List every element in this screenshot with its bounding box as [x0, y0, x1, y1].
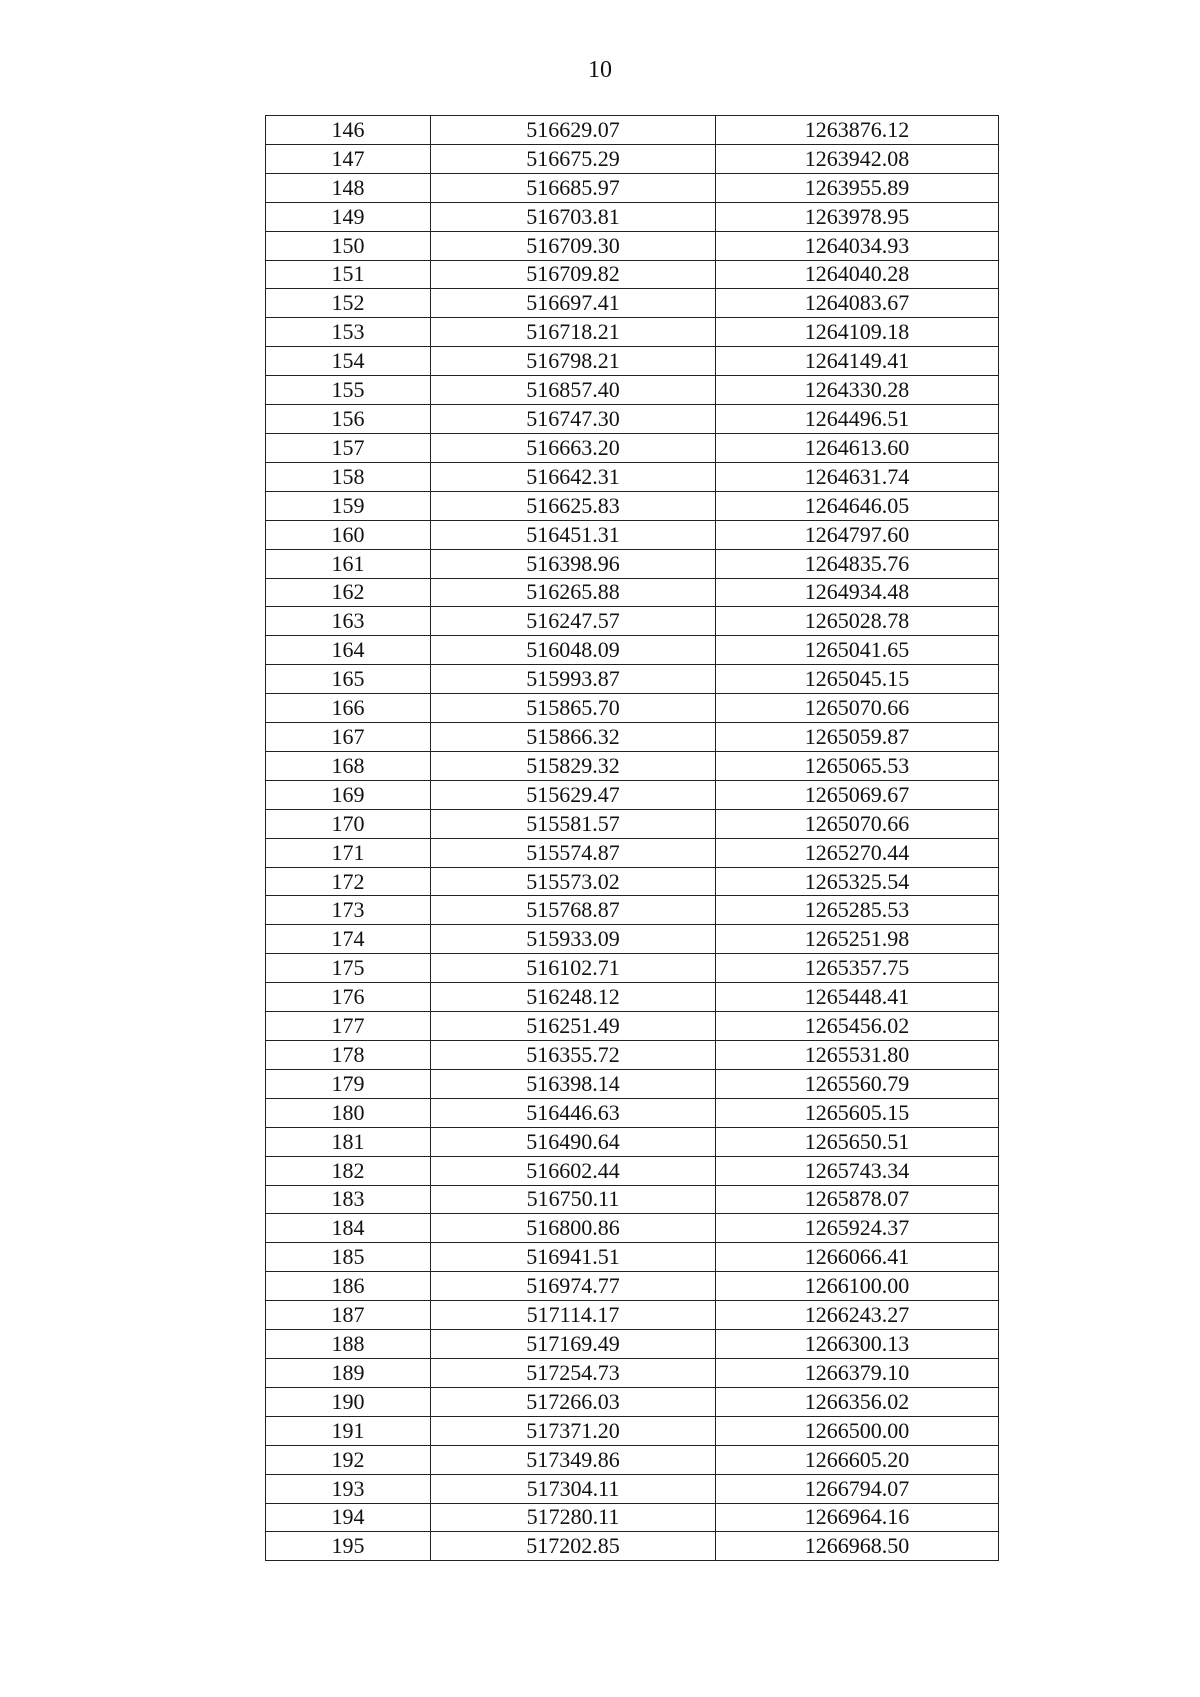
y-coordinate-cell: 1263876.12 — [716, 116, 999, 145]
point-number-cell: 175 — [266, 954, 431, 983]
point-number-cell: 167 — [266, 723, 431, 752]
y-coordinate-cell: 1265270.44 — [716, 838, 999, 867]
x-coordinate-cell: 516602.44 — [431, 1156, 716, 1185]
x-coordinate-cell: 516398.14 — [431, 1069, 716, 1098]
x-coordinate-cell: 516750.11 — [431, 1185, 716, 1214]
table-row — [266, 925, 999, 954]
table-row — [266, 1012, 999, 1041]
x-coordinate-cell: 516941.51 — [431, 1243, 716, 1272]
y-coordinate-cell: 1265878.07 — [716, 1185, 999, 1214]
x-coordinate-cell: 517202.85 — [431, 1532, 716, 1561]
y-coordinate-cell: 1266964.16 — [716, 1503, 999, 1532]
y-coordinate-cell: 1265531.80 — [716, 1041, 999, 1070]
y-coordinate-cell: 1266605.20 — [716, 1445, 999, 1474]
y-coordinate-cell: 1266500.00 — [716, 1416, 999, 1445]
table-row — [266, 347, 999, 376]
x-coordinate-cell: 516625.83 — [431, 491, 716, 520]
x-coordinate-cell: 516747.30 — [431, 405, 716, 434]
x-coordinate-cell: 517304.11 — [431, 1474, 716, 1503]
point-number-cell: 191 — [266, 1416, 431, 1445]
point-number-cell: 184 — [266, 1214, 431, 1243]
point-number-cell: 155 — [266, 376, 431, 405]
table-row — [266, 231, 999, 260]
point-number-cell: 180 — [266, 1098, 431, 1127]
point-number-cell: 174 — [266, 925, 431, 954]
y-coordinate-cell: 1266300.13 — [716, 1330, 999, 1359]
table-row — [266, 202, 999, 231]
table-row — [266, 1243, 999, 1272]
point-number-cell: 152 — [266, 289, 431, 318]
y-coordinate-cell: 1264330.28 — [716, 376, 999, 405]
table-row — [266, 896, 999, 925]
x-coordinate-cell: 517280.11 — [431, 1503, 716, 1532]
x-coordinate-cell: 517169.49 — [431, 1330, 716, 1359]
x-coordinate-cell: 516490.64 — [431, 1127, 716, 1156]
point-number-cell: 178 — [266, 1041, 431, 1070]
table-row — [266, 1330, 999, 1359]
table-row — [266, 809, 999, 838]
x-coordinate-cell: 516685.97 — [431, 173, 716, 202]
point-number-cell: 193 — [266, 1474, 431, 1503]
point-number-cell: 195 — [266, 1532, 431, 1561]
point-number-cell: 169 — [266, 780, 431, 809]
x-coordinate-cell: 516798.21 — [431, 347, 716, 376]
point-number-cell: 165 — [266, 665, 431, 694]
x-coordinate-cell: 516102.71 — [431, 954, 716, 983]
x-coordinate-cell: 516703.81 — [431, 202, 716, 231]
y-coordinate-cell: 1265070.66 — [716, 694, 999, 723]
y-coordinate-cell: 1265045.15 — [716, 665, 999, 694]
point-number-cell: 185 — [266, 1243, 431, 1272]
x-coordinate-cell: 515933.09 — [431, 925, 716, 954]
page-number: 10 — [588, 57, 612, 83]
x-coordinate-cell: 517266.03 — [431, 1387, 716, 1416]
y-coordinate-cell: 1266794.07 — [716, 1474, 999, 1503]
point-number-cell: 177 — [266, 1012, 431, 1041]
x-coordinate-cell: 515866.32 — [431, 723, 716, 752]
y-coordinate-cell: 1265251.98 — [716, 925, 999, 954]
point-number-cell: 154 — [266, 347, 431, 376]
y-coordinate-cell: 1263978.95 — [716, 202, 999, 231]
point-number-cell: 186 — [266, 1272, 431, 1301]
x-coordinate-cell: 515768.87 — [431, 896, 716, 925]
table-row — [266, 491, 999, 520]
y-coordinate-cell: 1265325.54 — [716, 867, 999, 896]
y-coordinate-cell: 1264040.28 — [716, 260, 999, 289]
point-number-cell: 156 — [266, 405, 431, 434]
table-row — [266, 983, 999, 1012]
y-coordinate-cell: 1263942.08 — [716, 144, 999, 173]
point-number-cell: 168 — [266, 751, 431, 780]
y-coordinate-cell: 1263955.89 — [716, 173, 999, 202]
point-number-cell: 159 — [266, 491, 431, 520]
table-row — [266, 636, 999, 665]
table-row — [266, 751, 999, 780]
table-row — [266, 1416, 999, 1445]
y-coordinate-cell: 1265456.02 — [716, 1012, 999, 1041]
x-coordinate-cell: 516248.12 — [431, 983, 716, 1012]
x-coordinate-cell: 516451.31 — [431, 520, 716, 549]
x-coordinate-cell: 517254.73 — [431, 1358, 716, 1387]
y-coordinate-cell: 1266100.00 — [716, 1272, 999, 1301]
y-coordinate-cell: 1265028.78 — [716, 607, 999, 636]
y-coordinate-cell: 1266356.02 — [716, 1387, 999, 1416]
table-row — [266, 1214, 999, 1243]
y-coordinate-cell: 1265059.87 — [716, 723, 999, 752]
y-coordinate-cell: 1264034.93 — [716, 231, 999, 260]
table-row — [266, 1301, 999, 1330]
x-coordinate-cell: 516800.86 — [431, 1214, 716, 1243]
x-coordinate-cell: 516398.96 — [431, 549, 716, 578]
point-number-cell: 179 — [266, 1069, 431, 1098]
x-coordinate-cell: 516857.40 — [431, 376, 716, 405]
y-coordinate-cell: 1264149.41 — [716, 347, 999, 376]
table-row — [266, 1069, 999, 1098]
y-coordinate-cell: 1265650.51 — [716, 1127, 999, 1156]
table-row — [266, 1272, 999, 1301]
point-number-cell: 187 — [266, 1301, 431, 1330]
table-row — [266, 1185, 999, 1214]
x-coordinate-cell: 515993.87 — [431, 665, 716, 694]
y-coordinate-cell: 1265070.66 — [716, 809, 999, 838]
table-row — [266, 549, 999, 578]
table-row — [266, 694, 999, 723]
y-coordinate-cell: 1265743.34 — [716, 1156, 999, 1185]
y-coordinate-cell: 1266968.50 — [716, 1532, 999, 1561]
table-row — [266, 1041, 999, 1070]
x-coordinate-cell: 516675.29 — [431, 144, 716, 173]
table-row — [266, 144, 999, 173]
y-coordinate-cell: 1265357.75 — [716, 954, 999, 983]
y-coordinate-cell: 1264646.05 — [716, 491, 999, 520]
x-coordinate-cell: 516251.49 — [431, 1012, 716, 1041]
table-row — [266, 665, 999, 694]
table-row — [266, 1358, 999, 1387]
y-coordinate-cell: 1264109.18 — [716, 318, 999, 347]
y-coordinate-cell: 1265448.41 — [716, 983, 999, 1012]
table-row — [266, 1098, 999, 1127]
point-number-cell: 182 — [266, 1156, 431, 1185]
point-number-cell: 181 — [266, 1127, 431, 1156]
table-row — [266, 520, 999, 549]
point-number-cell: 157 — [266, 433, 431, 462]
point-number-cell: 149 — [266, 202, 431, 231]
x-coordinate-cell: 515629.47 — [431, 780, 716, 809]
point-number-cell: 164 — [266, 636, 431, 665]
x-coordinate-cell: 516718.21 — [431, 318, 716, 347]
point-number-cell: 146 — [266, 116, 431, 145]
x-coordinate-cell: 515573.02 — [431, 867, 716, 896]
x-coordinate-cell: 516709.82 — [431, 260, 716, 289]
table-row — [266, 723, 999, 752]
x-coordinate-cell: 515581.57 — [431, 809, 716, 838]
x-coordinate-cell: 516974.77 — [431, 1272, 716, 1301]
point-number-cell: 189 — [266, 1358, 431, 1387]
table-row — [266, 607, 999, 636]
point-number-cell: 171 — [266, 838, 431, 867]
point-number-cell: 172 — [266, 867, 431, 896]
x-coordinate-cell: 516265.88 — [431, 578, 716, 607]
x-coordinate-cell: 516247.57 — [431, 607, 716, 636]
y-coordinate-cell: 1266066.41 — [716, 1243, 999, 1272]
x-coordinate-cell: 517371.20 — [431, 1416, 716, 1445]
table-row — [266, 405, 999, 434]
x-coordinate-cell: 517114.17 — [431, 1301, 716, 1330]
x-coordinate-cell: 516629.07 — [431, 116, 716, 145]
point-number-cell: 176 — [266, 983, 431, 1012]
table-row — [266, 1474, 999, 1503]
point-number-cell: 160 — [266, 520, 431, 549]
coordinates-table-body — [266, 116, 999, 1561]
x-coordinate-cell: 516355.72 — [431, 1041, 716, 1070]
point-number-cell: 192 — [266, 1445, 431, 1474]
point-number-cell: 173 — [266, 896, 431, 925]
table-row — [266, 376, 999, 405]
point-number-cell: 150 — [266, 231, 431, 260]
table-row — [266, 462, 999, 491]
y-coordinate-cell: 1264613.60 — [716, 433, 999, 462]
table-row — [266, 116, 999, 145]
table-row — [266, 578, 999, 607]
point-number-cell: 161 — [266, 549, 431, 578]
table-row — [266, 1127, 999, 1156]
point-number-cell: 170 — [266, 809, 431, 838]
table-row — [266, 1387, 999, 1416]
y-coordinate-cell: 1264835.76 — [716, 549, 999, 578]
y-coordinate-cell: 1264631.74 — [716, 462, 999, 491]
point-number-cell: 162 — [266, 578, 431, 607]
table-row — [266, 1156, 999, 1185]
point-number-cell: 158 — [266, 462, 431, 491]
y-coordinate-cell: 1264496.51 — [716, 405, 999, 434]
table-row — [266, 1445, 999, 1474]
y-coordinate-cell: 1264083.67 — [716, 289, 999, 318]
point-number-cell: 151 — [266, 260, 431, 289]
x-coordinate-cell: 516697.41 — [431, 289, 716, 318]
y-coordinate-cell: 1265924.37 — [716, 1214, 999, 1243]
x-coordinate-cell: 515829.32 — [431, 751, 716, 780]
point-number-cell: 153 — [266, 318, 431, 347]
table-row — [266, 1503, 999, 1532]
table-row — [266, 289, 999, 318]
point-number-cell: 188 — [266, 1330, 431, 1359]
y-coordinate-cell: 1265041.65 — [716, 636, 999, 665]
x-coordinate-cell: 516663.20 — [431, 433, 716, 462]
point-number-cell: 163 — [266, 607, 431, 636]
point-number-cell: 183 — [266, 1185, 431, 1214]
y-coordinate-cell: 1265065.53 — [716, 751, 999, 780]
table-row — [266, 433, 999, 462]
x-coordinate-cell: 516642.31 — [431, 462, 716, 491]
table-row — [266, 1532, 999, 1561]
table-row — [266, 838, 999, 867]
point-number-cell: 190 — [266, 1387, 431, 1416]
coordinates-table — [265, 115, 999, 1561]
table-row — [266, 780, 999, 809]
table-row — [266, 867, 999, 896]
point-number-cell: 147 — [266, 144, 431, 173]
y-coordinate-cell: 1264797.60 — [716, 520, 999, 549]
y-coordinate-cell: 1266243.27 — [716, 1301, 999, 1330]
y-coordinate-cell: 1265069.67 — [716, 780, 999, 809]
x-coordinate-cell: 517349.86 — [431, 1445, 716, 1474]
x-coordinate-cell: 516048.09 — [431, 636, 716, 665]
table-row — [266, 318, 999, 347]
point-number-cell: 148 — [266, 173, 431, 202]
point-number-cell: 166 — [266, 694, 431, 723]
y-coordinate-cell: 1265605.15 — [716, 1098, 999, 1127]
table-row — [266, 954, 999, 983]
table-row — [266, 173, 999, 202]
table-row — [266, 260, 999, 289]
x-coordinate-cell: 515865.70 — [431, 694, 716, 723]
x-coordinate-cell: 516709.30 — [431, 231, 716, 260]
x-coordinate-cell: 515574.87 — [431, 838, 716, 867]
y-coordinate-cell: 1265285.53 — [716, 896, 999, 925]
x-coordinate-cell: 516446.63 — [431, 1098, 716, 1127]
y-coordinate-cell: 1266379.10 — [716, 1358, 999, 1387]
y-coordinate-cell: 1265560.79 — [716, 1069, 999, 1098]
point-number-cell: 194 — [266, 1503, 431, 1532]
y-coordinate-cell: 1264934.48 — [716, 578, 999, 607]
